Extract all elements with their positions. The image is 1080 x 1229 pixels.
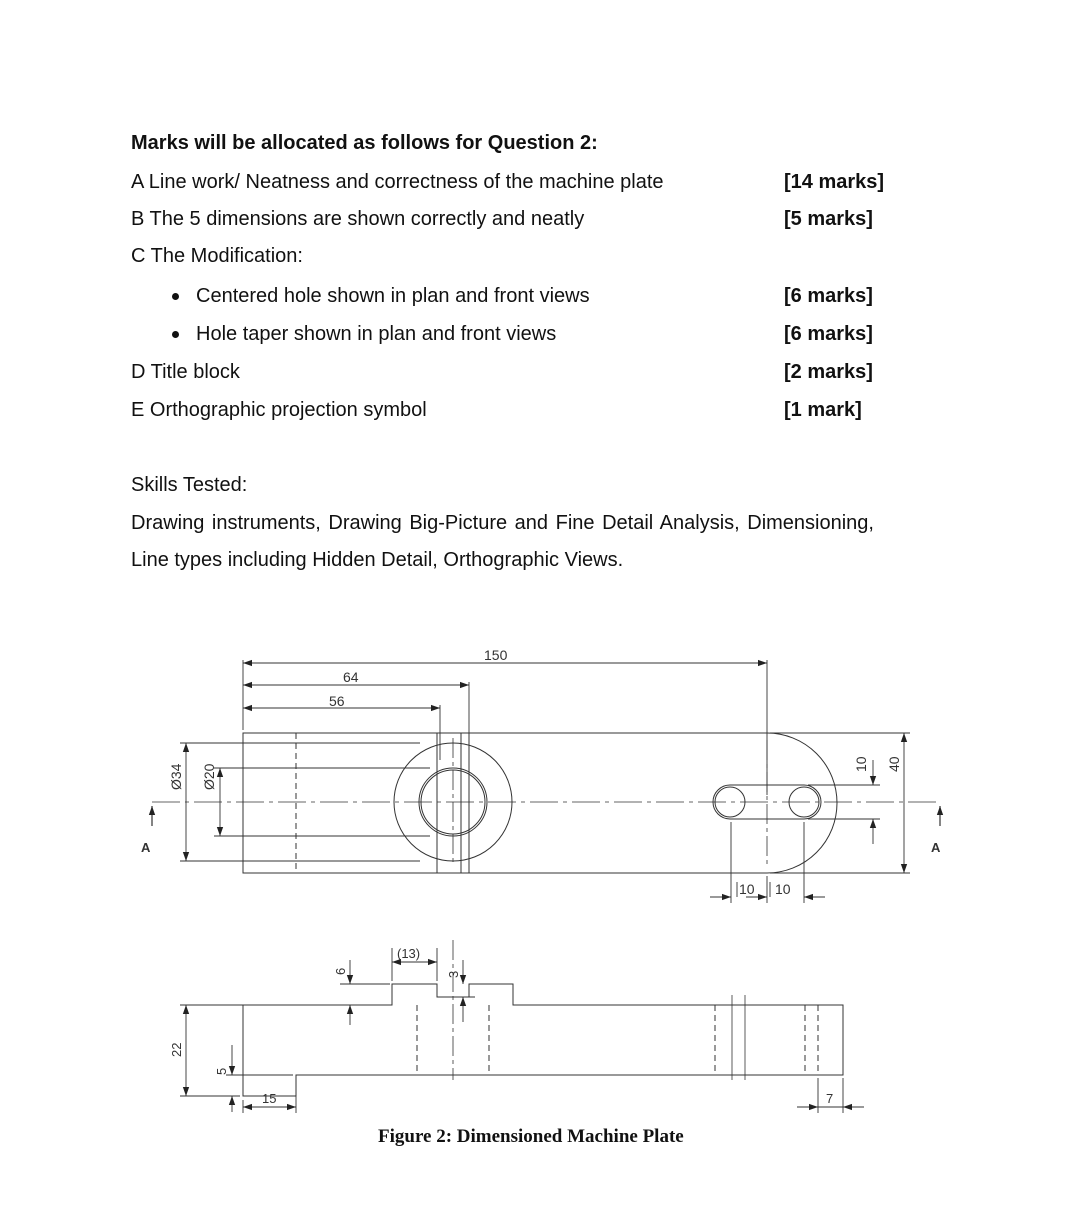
dim-dia34-text: Ø34 xyxy=(168,763,184,790)
mark-item-a-marks: [14 marks] xyxy=(784,171,885,193)
mark-item-e-marks: [1 mark] xyxy=(784,399,862,421)
dim-40-text: 40 xyxy=(886,756,902,772)
section-label-left: A xyxy=(141,840,151,855)
mark-item-b-marks: [5 marks] xyxy=(784,208,873,230)
dim-5-text: 5 xyxy=(214,1067,229,1075)
dim-22-text: 22 xyxy=(169,1042,184,1057)
dim-6-text: 6 xyxy=(333,967,348,975)
front-dim-text xyxy=(169,946,833,1106)
skills-heading: Skills Tested: xyxy=(131,474,248,496)
plan-outline xyxy=(243,733,837,873)
front-view xyxy=(243,940,843,1096)
dim-7-text: 7 xyxy=(826,1091,834,1106)
mark-item-c2-marks: [6 marks] xyxy=(784,323,873,345)
section-label-right: A xyxy=(931,840,941,855)
dim-56-text: 56 xyxy=(329,693,345,709)
front-outline xyxy=(243,984,843,1096)
mark-item-b-label: B The 5 dimensions are shown correctly and neatly xyxy=(131,208,585,230)
dim-10b-text: 10 xyxy=(775,881,791,897)
mark-item-e-label: E Orthographic projection symbol xyxy=(131,399,427,421)
figure-caption: Figure 2: Dimensioned Machine Plate xyxy=(378,1126,684,1147)
dim-13-text: (13) xyxy=(397,946,421,961)
mark-item-c1-marks: [6 marks] xyxy=(784,285,873,307)
front-dimensions xyxy=(180,948,864,1113)
plan-dim-text xyxy=(141,647,941,897)
mark-item-c-label: C The Modification: xyxy=(131,245,303,267)
mark-item-d-marks: [2 marks] xyxy=(784,361,873,383)
plan-view xyxy=(152,733,940,873)
skills-line-1: Drawing instruments, Drawing Big-Picture and Fine Detail Analysis, Dimensioning, xyxy=(131,512,874,534)
dim-slot-width-text: 10 xyxy=(853,756,869,772)
mark-item-a-label: A Line work/ Neatness and correctness of the machine plate xyxy=(131,171,664,193)
marks-heading: Marks will be allocated as follows for Question 2: xyxy=(131,132,598,154)
dim-150-text: 150 xyxy=(484,647,508,663)
plan-dimensions xyxy=(180,660,910,903)
dim-3-text: 3 xyxy=(446,970,461,978)
dim-10a-text: 10 xyxy=(739,881,755,897)
dim-dia20-text: Ø20 xyxy=(201,763,217,790)
mark-item-d-label: D Title block xyxy=(131,361,240,383)
mark-item-c1-label: Centered hole shown in plan and front views xyxy=(196,285,590,307)
skills-line-2: Line types including Hidden Detail, Orthographic Views. xyxy=(131,549,624,571)
dim-15-text: 15 xyxy=(262,1091,277,1106)
mark-item-c2-label: Hole taper shown in plan and front views xyxy=(196,323,557,345)
dim-64-text: 64 xyxy=(343,669,359,685)
